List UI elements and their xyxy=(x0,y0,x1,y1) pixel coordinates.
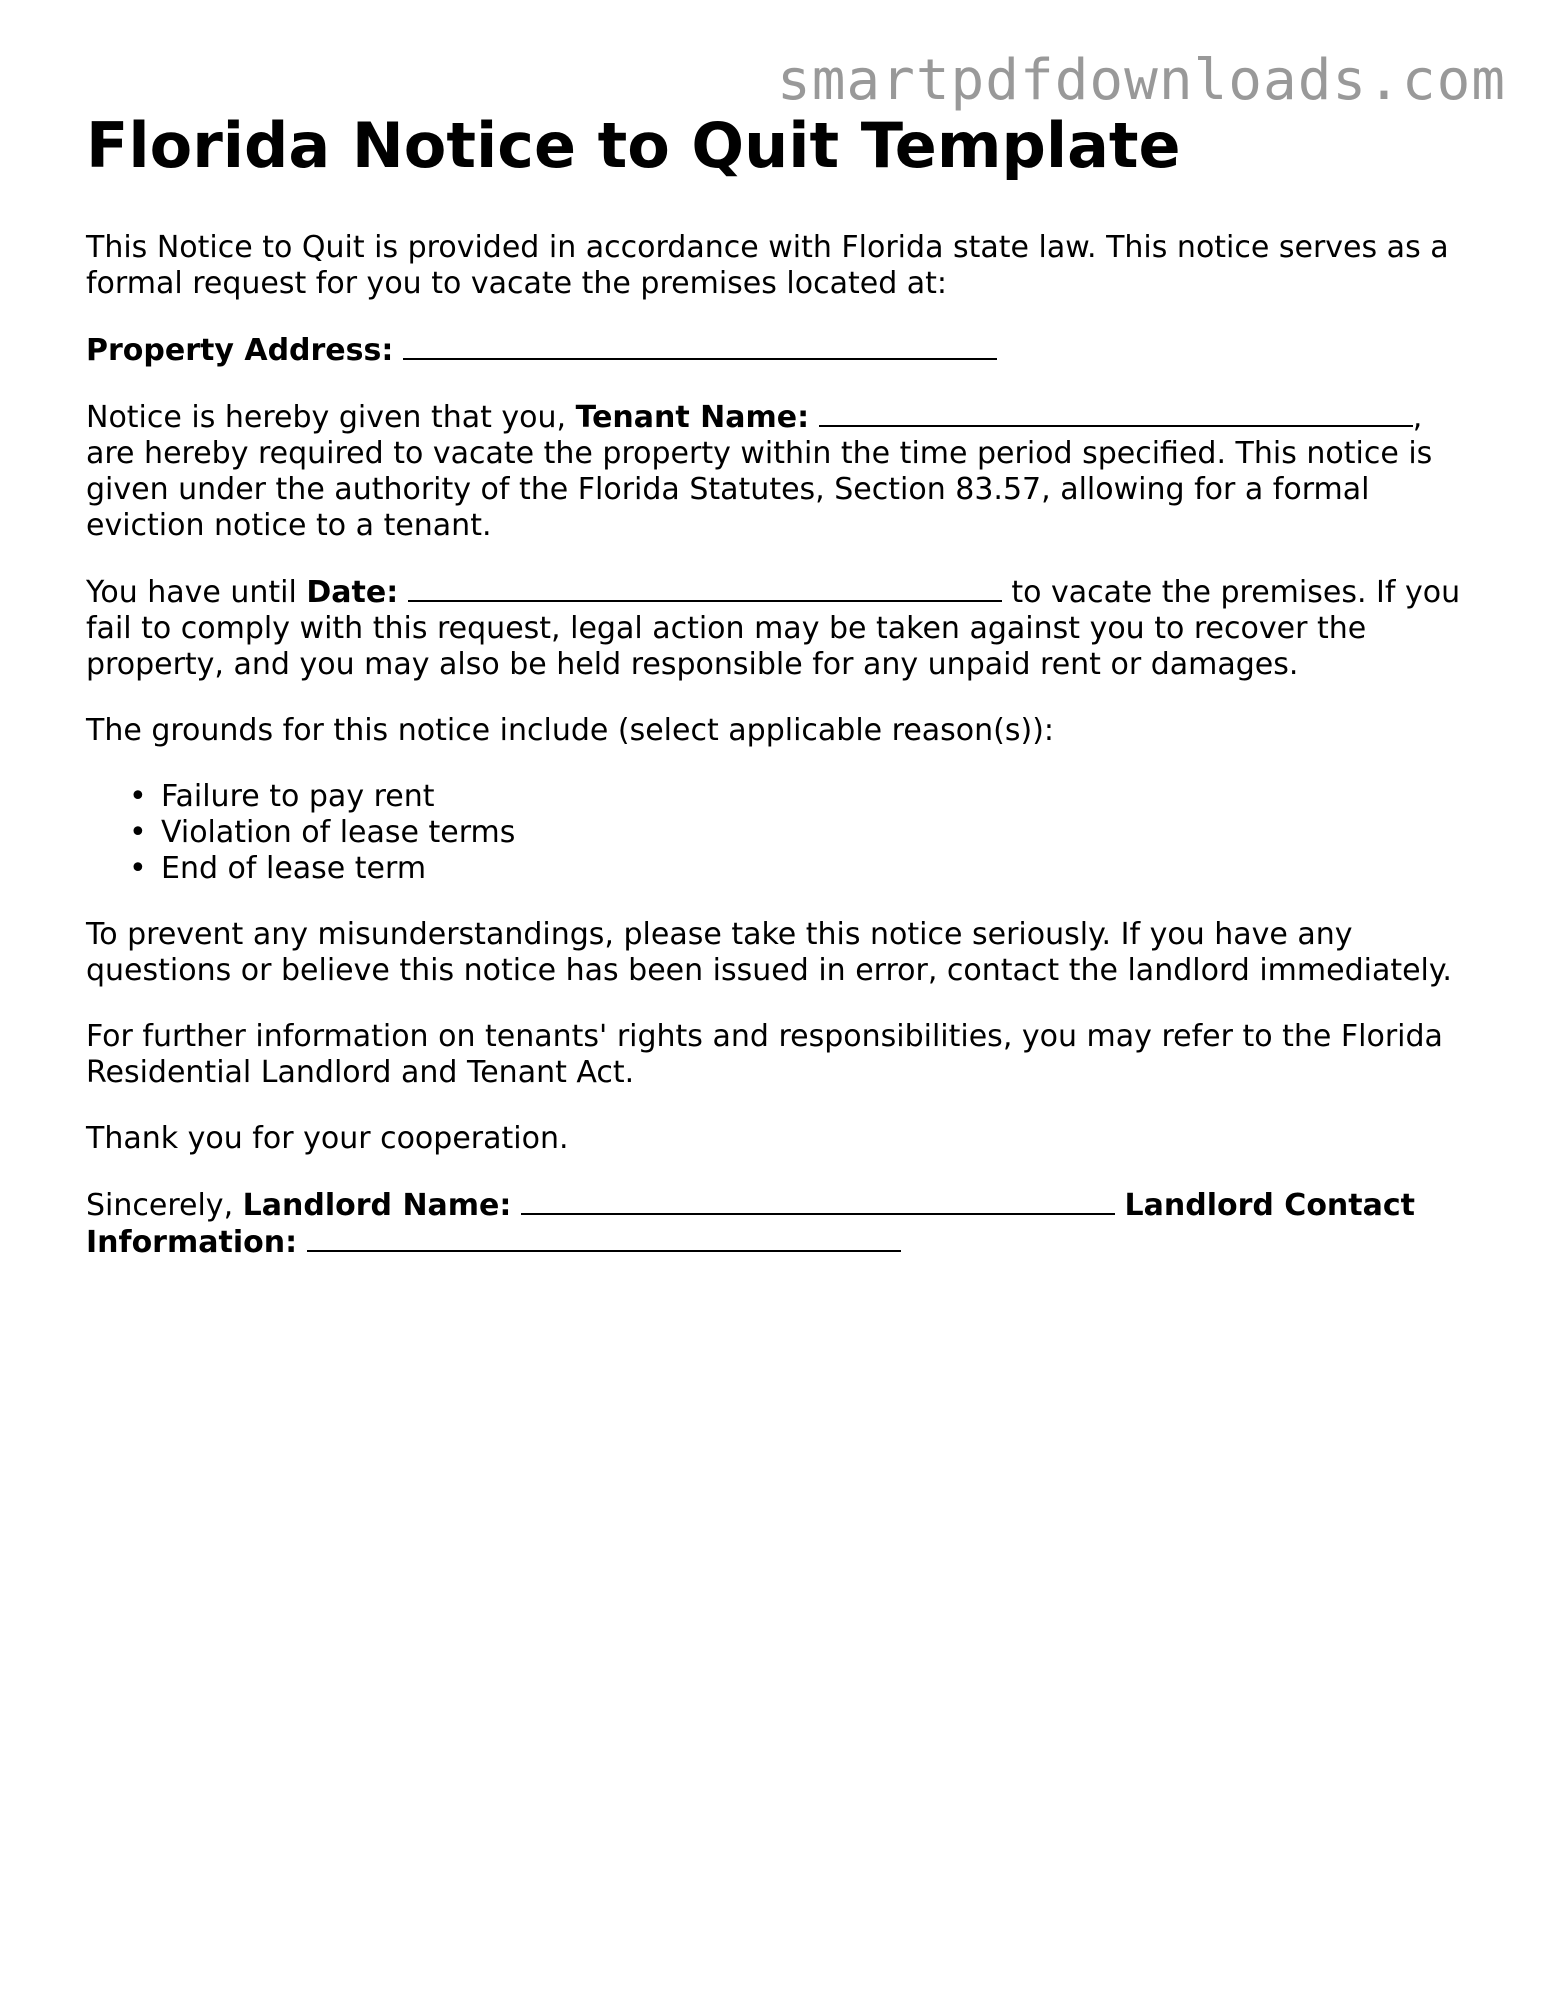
property-address-blank[interactable] xyxy=(403,332,997,360)
reason-label: End of lease term xyxy=(161,851,427,886)
grounds-intro: The grounds for this notice include (select applicable reason(s)): xyxy=(86,713,1055,748)
date-blank[interactable] xyxy=(408,574,1002,602)
document-page xyxy=(86,104,1476,1291)
list-item xyxy=(86,851,1476,887)
property-address-line xyxy=(86,332,1476,369)
bullet-icon: • xyxy=(129,779,147,814)
tenant-paragraph-lead: Notice is hereby given that you, xyxy=(86,400,576,435)
property-address-label: Property Address: xyxy=(86,333,394,368)
reason-label: Violation of lease terms xyxy=(161,815,516,850)
tenant-name-label: Tenant Name: xyxy=(575,400,810,435)
date-paragraph xyxy=(86,574,1476,683)
page-title: Florida Notice to Quit Template xyxy=(86,109,1181,182)
signature-prefix: Sincerely, xyxy=(86,1188,243,1223)
date-paragraph-rest: to vacate the premises. If you fail to comply with this request, legal action may be taken against you to recover the property, and you may also be held responsible for any unpaid rent or damages. xyxy=(86,575,1461,682)
bullet-icon: • xyxy=(129,815,147,850)
landlord-name-label: Landlord Name: xyxy=(242,1188,512,1223)
signature-block xyxy=(86,1187,1476,1261)
date-label: Date: xyxy=(306,575,399,610)
list-item xyxy=(86,779,1476,815)
prevent-paragraph: To prevent any misunderstandings, please take this notice seriously. If you have any questions or believe this notice has been issued in error, contact the landlord immediately. xyxy=(86,917,1452,988)
intro-paragraph: This Notice to Quit is provided in accordance with Florida state law. This notice serves as a formal request for you to vacate the premises located at: xyxy=(86,230,1449,301)
reasons-list xyxy=(86,779,1476,887)
date-paragraph-lead: You have until xyxy=(86,575,307,610)
tenant-name-blank[interactable] xyxy=(819,399,1413,427)
reason-label: Failure to pay rent xyxy=(161,779,435,814)
tenant-paragraph xyxy=(86,399,1476,544)
bullet-icon: • xyxy=(129,851,147,886)
landlord-name-blank[interactable] xyxy=(521,1187,1115,1215)
list-item xyxy=(86,815,1476,851)
thanks-line: Thank you for your cooperation. xyxy=(86,1121,569,1156)
landlord-contact-blank[interactable] xyxy=(307,1224,901,1252)
watermark: smartpdfdownloads.com xyxy=(776,48,1506,113)
info-paragraph: For further information on tenants' rights and responsibilities, you may refer to the Florida Residential Landlord and Tenant Act. xyxy=(86,1019,1443,1090)
landlord-contact-label: Landlord Contact Information: xyxy=(86,1188,1415,1260)
tenant-paragraph-rest: , are hereby required to vacate the property within the time period specified. This notice is given under the authority of the Florida Statutes, Section 83.57, allowing for a formal eviction notice to a tenant. xyxy=(86,400,1433,543)
